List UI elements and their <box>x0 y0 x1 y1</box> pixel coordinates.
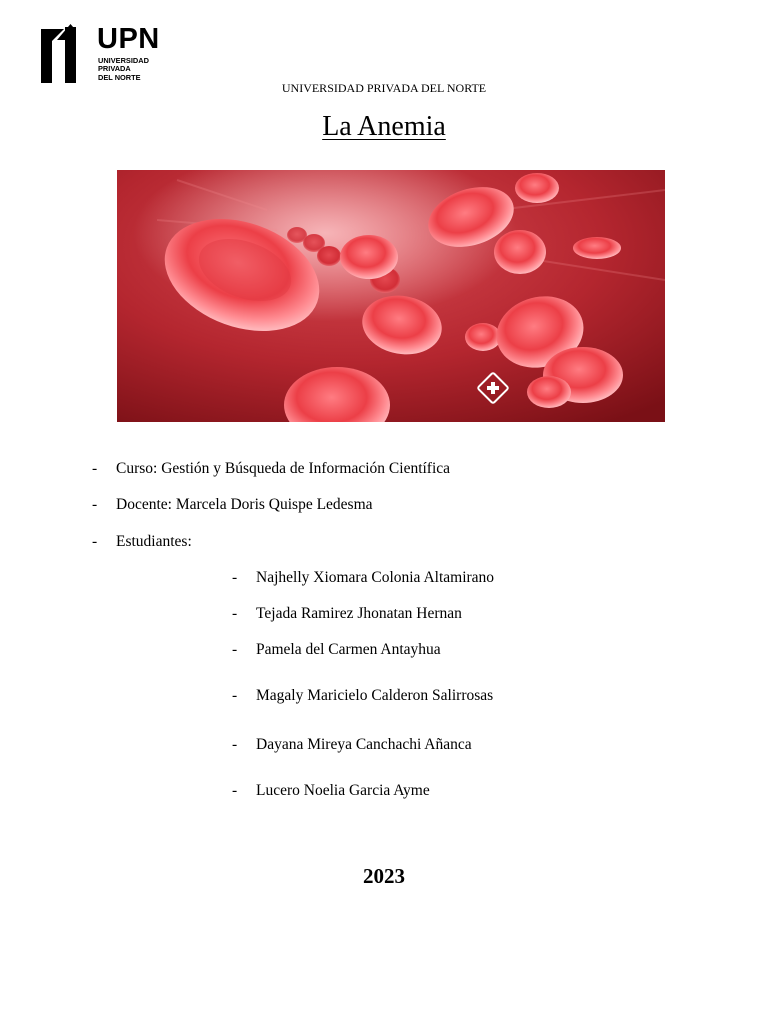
student-name: Dayana Mireya Canchachi Añanca <box>256 736 472 753</box>
course-text: Curso: Gestión y Búsqueda de Información Científica <box>116 460 451 477</box>
student-name: Tejada Ramirez Jhonatan Hernan <box>256 605 462 622</box>
upn-logo <box>40 24 170 86</box>
document-title <box>0 109 768 145</box>
students-label: Estudiantes: <box>116 533 192 550</box>
upn-arrow-logo-icon <box>40 24 94 84</box>
list-bullet: - <box>232 569 238 586</box>
logo-subtitle-line: PRIVADA <box>98 64 131 74</box>
student-name: Lucero Noelia Garcia Ayme <box>256 782 430 799</box>
list-bullet: - <box>232 641 238 658</box>
student-name: Najhelly Xiomara Colonia Altamirano <box>256 569 495 586</box>
teacher-text: Docente: Marcela Doris Quispe Ledesma <box>116 496 373 513</box>
logo-subtitle-line: DEL NORTE <box>98 72 141 82</box>
list-bullet: - <box>92 496 98 513</box>
student-name: Pamela del Carmen Antayhua <box>256 641 441 658</box>
logo-subtitle <box>98 57 168 82</box>
logo-subtitle-line: UNIVERSIDAD <box>98 56 149 65</box>
student-name: Magaly Maricielo Calderon Salirrosas <box>256 687 494 704</box>
university-name: UNIVERSIDAD PRIVADA DEL NORTE <box>281 81 487 95</box>
list-bullet: - <box>232 605 238 622</box>
list-bullet: - <box>92 460 98 477</box>
blood-cells-illustration <box>117 170 665 422</box>
list-bullet: - <box>232 736 238 753</box>
list-bullet: - <box>232 782 238 799</box>
list-bullet: - <box>92 533 98 550</box>
logo-brand-text: UPN <box>97 23 160 55</box>
document-title-text: La Anemia <box>322 111 446 142</box>
list-bullet: - <box>232 687 238 704</box>
cover-image-blood-cells <box>117 170 665 422</box>
document-year: 2023 <box>363 864 405 888</box>
